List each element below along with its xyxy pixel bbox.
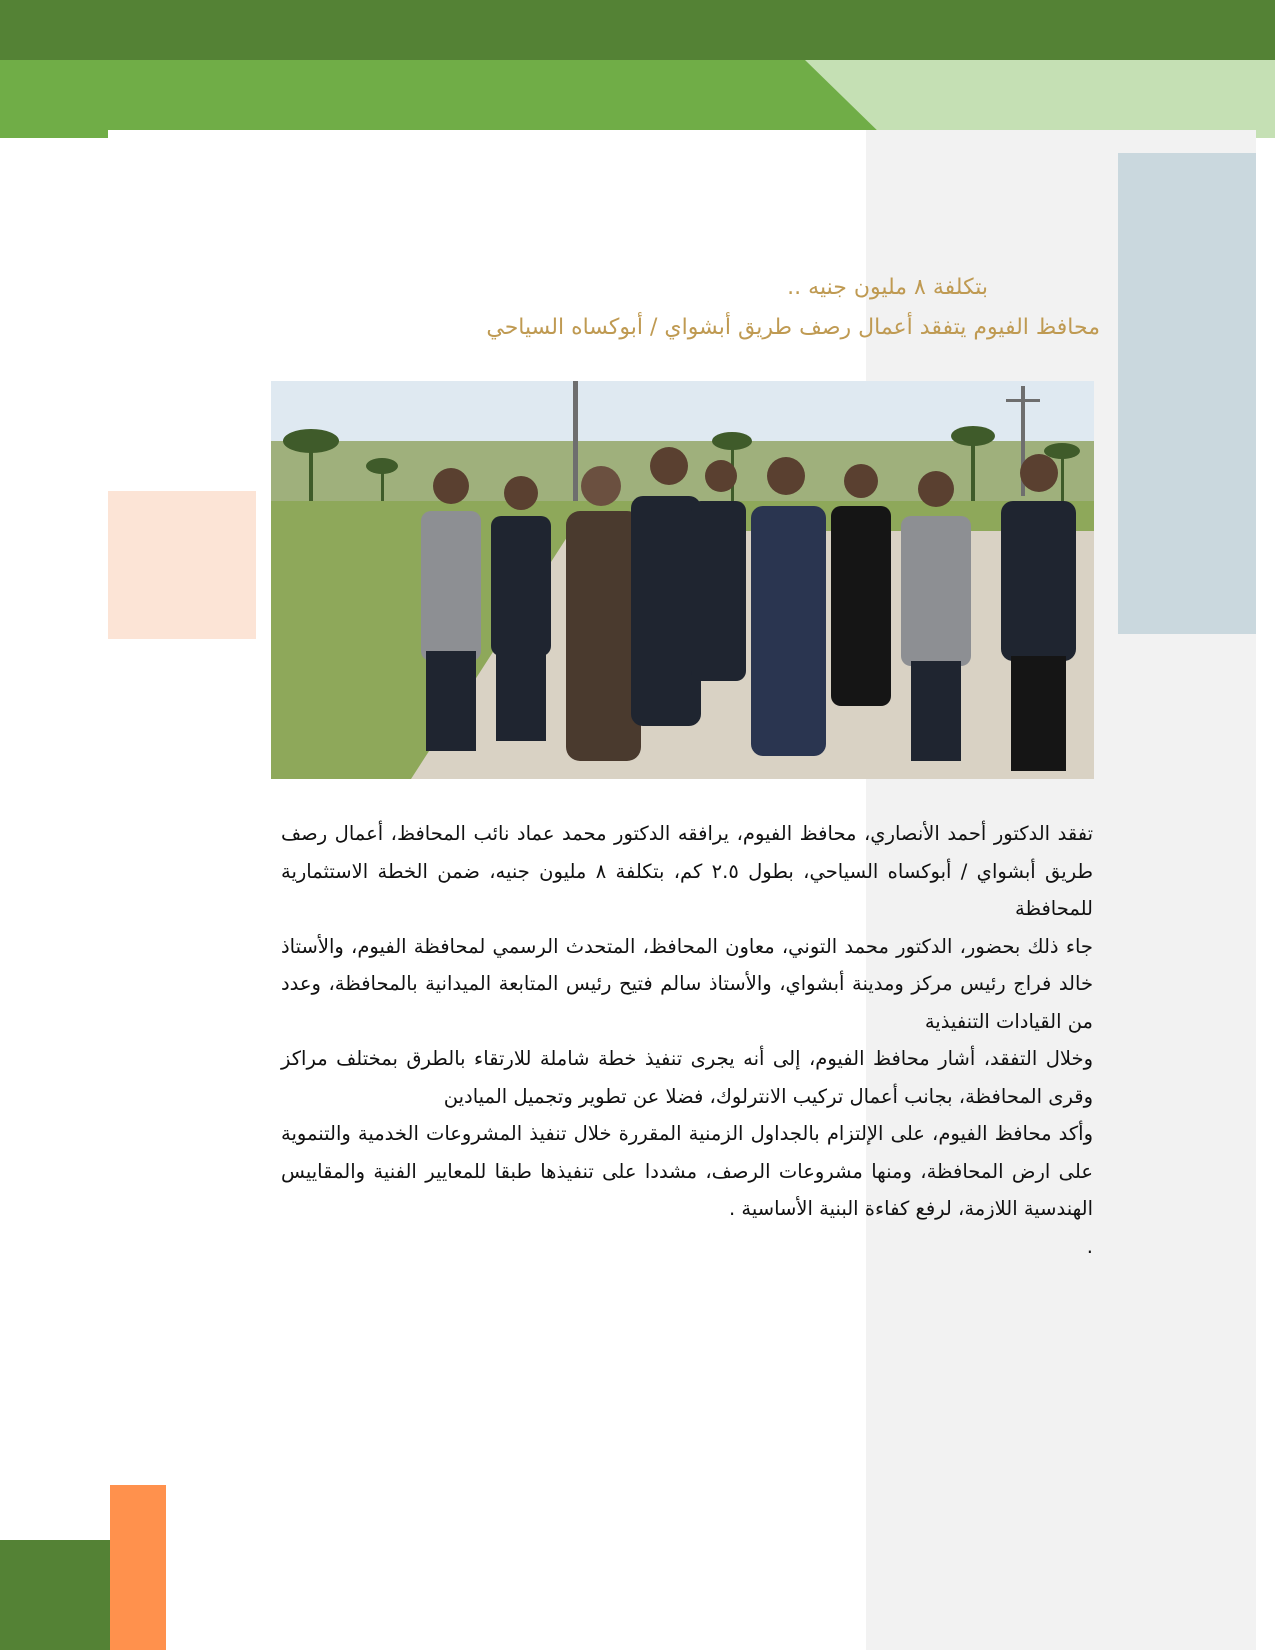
- decor-blue-rectangle: [1118, 153, 1256, 634]
- paragraph-5: .: [1086, 1234, 1093, 1258]
- decor-peach-square: [108, 491, 256, 639]
- news-photo-illustration: [271, 381, 1094, 779]
- decor-green-square: [0, 1540, 110, 1650]
- headline-line-1: بتكلفة ٨ مليون جنيه ..: [787, 275, 988, 300]
- article-body: [281, 815, 1093, 1265]
- news-photo: [271, 381, 1094, 779]
- header-green-band: [0, 60, 885, 138]
- headline-line-2: محافظ الفيوم يتفقد أعمال رصف طريق أبشواي / أبوكساه السياحي: [486, 315, 1100, 340]
- headline: [380, 268, 1100, 348]
- header-dark-band: [0, 0, 1275, 60]
- paragraph-2: جاء ذلك بحضور، الدكتور محمد التوني، معاون المحافظ، المتحدث الرسمي لمحافظة الفيوم، والأستاذ خالد فراج رئيس مركز ومدينة أبشواي، والأستاذ سالم فتيح رئيس المتابعة الميدانية بالمحافظة، وعدد من القيادات التنفيذية: [281, 934, 1093, 1033]
- decor-orange-bar: [110, 1485, 166, 1650]
- paragraph-3: وخلال التفقد، أشار محافظ الفيوم، إلى أنه يجرى تنفيذ خطة شاملة للارتقاء بالطرق بمختلف مراكز وقرى المحافظة، بجانب أعمال تركيب الانترلوك، فضلا عن تطوير وتجميل الميادين: [281, 1047, 1093, 1108]
- paragraph-1: تفقد الدكتور أحمد الأنصاري، محافظ الفيوم، يرافقه الدكتور محمد عماد نائب المحافظ، أعمال رصف طريق أبشواي / أبوكساه السياحي، بطول ٢.٥ كم، بتكلفة ٨ مليون جنيه، ضمن الخطة الاستثمارية للمحافظة: [281, 822, 1093, 920]
- paragraph-4: وأكد محافظ الفيوم، على الإلتزام بالجداول الزمنية المقررة خلال تنفيذ المشروعات الخدمية والتنموية على ارض المحافظة، ومنها مشروعات الرصف، مشددا على تنفيذها طبقا للمعايير الفنية والمقاييس الهندسية اللازمة، لرفع كفاءة البنية الأساسية .: [281, 1122, 1093, 1220]
